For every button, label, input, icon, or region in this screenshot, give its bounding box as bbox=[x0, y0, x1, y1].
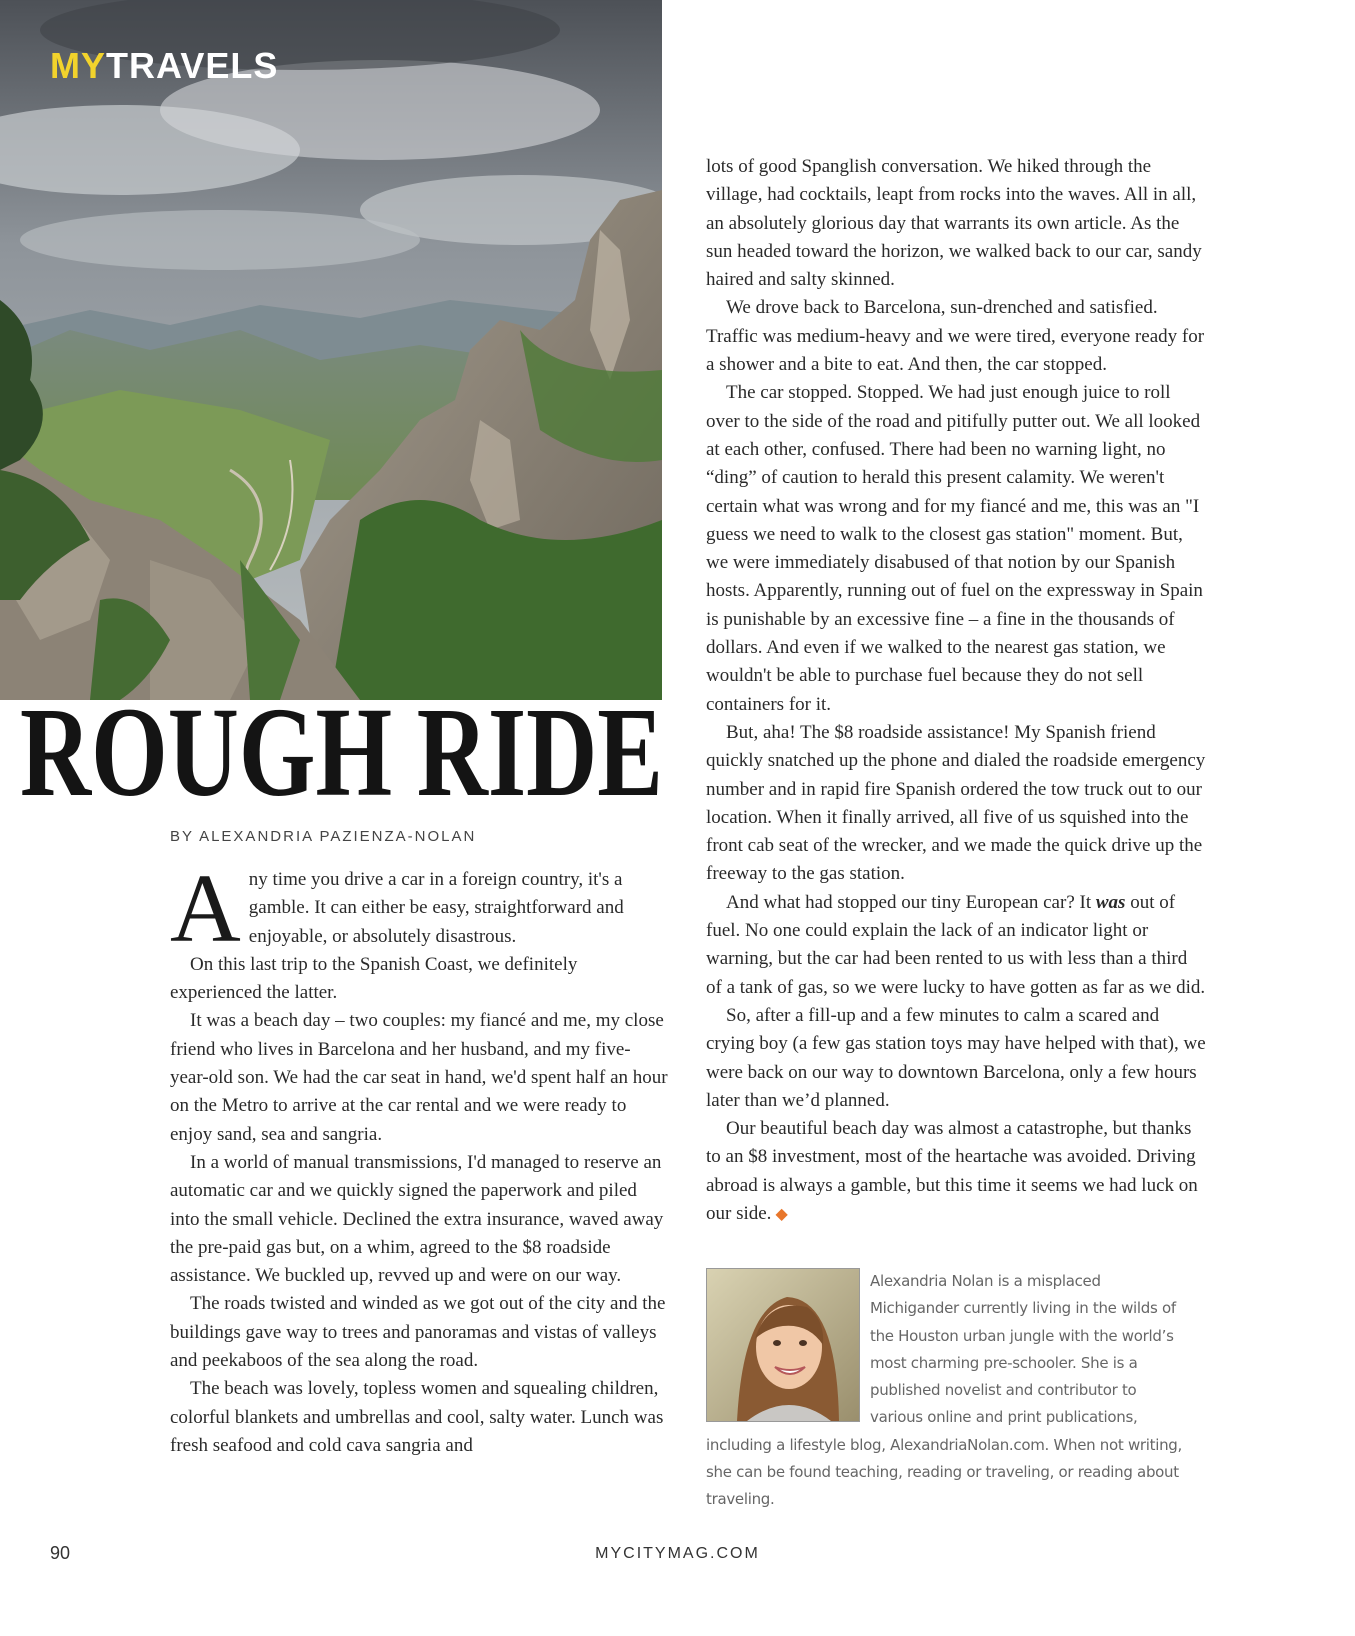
section-label-my: MY bbox=[50, 45, 106, 86]
article-column-left bbox=[170, 855, 668, 1460]
hero-photo bbox=[0, 0, 662, 700]
article-paragraph: We drove back to Barcelona, sun-drenched and satisfied. Traffic was medium-heavy and we were tired, everyone ready for a shower and a bite to eat. And then, the car stopped. bbox=[706, 297, 1205, 376]
site-url: MYCITYMAG.COM bbox=[595, 1545, 760, 1562]
section-label bbox=[50, 45, 279, 86]
paragraph-text: Our beautiful beach day was almost a catastrophe, but thanks to an $8 investment, most of the heartache was avoided. Driving abroad is always a gamble, but this time it seems we had luck on our side. bbox=[706, 1118, 1198, 1224]
article-paragraph: On this last trip to the Spanish Coast, we definitely experienced the latter. bbox=[170, 953, 578, 1004]
paragraph-text: ny time you drive a car in a foreign country, it's a gamble. It can either be easy, straightforward and enjoyable, or absolutely disastrous. bbox=[248, 869, 624, 947]
author-bio-text: Alexandria Nolan is a misplaced Michigander currently living in the wilds of the Houston urban jungle with the world’s most charming pre-schooler. She is a published novelist and contributor to various online and print publications, including a lifestyle blog, AlexandriaNolan.com. When not writing, she can be found teaching, reading or traveling, or reading about traveling. bbox=[706, 1272, 1182, 1509]
headline-text: ROUGH RIDE bbox=[20, 695, 663, 807]
author-portrait-photo bbox=[706, 1268, 860, 1422]
article-paragraph: It was a beach day – two couples: my fiancé and me, my close friend who lives in Barcelona and her husband, and my five-year-old son. We had the car seat in hand, we'd spent half an hour on the Metro to arrive at the car rental and we were ready to enjoy sand, sea and sangria. bbox=[170, 1010, 668, 1145]
article-paragraph: In a world of manual transmissions, I'd managed to reserve an automatic car and we quickly signed the paperwork and piled into the small vehicle. Declined the extra insurance, waved away the pre-paid gas but, on a whim, agreed to the $8 roadside assistance. We buckled up, revved up and were on our way. bbox=[170, 1151, 664, 1287]
paragraph-text: And what had stopped our tiny European car? It bbox=[726, 891, 1096, 913]
article-paragraph: The beach was lovely, topless women and squealing children, colorful blankets and umbrellas and cool, salty water. Lunch was fresh seafood and cold cava sangria and bbox=[170, 1378, 664, 1456]
article-paragraph bbox=[706, 1115, 1206, 1229]
drop-cap: A bbox=[170, 855, 241, 963]
article-paragraph bbox=[170, 855, 668, 963]
paragraph-text: out of fuel. No one could explain the lack of an indicator light or warning, but the car had been rented to us with less than a third of a tank of gas, so we were lucky to have gotten as far as we did. bbox=[706, 891, 1206, 998]
page-number: 90 bbox=[50, 1543, 71, 1563]
section-label-travels: TRAVELS bbox=[106, 45, 279, 86]
headline bbox=[20, 695, 665, 807]
article-paragraph: lots of good Spanglish conversation. We hiked through the village, had cocktails, leapt from rocks into the waves. All in all, an absolutely glorious day that warrants its own article. As the sun headed toward the horizon, we walked back to our car, sandy haired and salty skinned. bbox=[706, 156, 1202, 291]
end-mark-icon: ◆ bbox=[775, 1205, 788, 1223]
article-paragraph: But, aha! The $8 roadside assistance! My Spanish friend quickly snatched up the phone and dialed the roadside emergency number and in rapid fire Spanish ordered the tow truck out to our location. When it finally arrived, all five of us squished into the front cab seat of the wrecker, and we made the quick drive up the freeway to the gas station. bbox=[706, 721, 1206, 885]
article-column-right bbox=[706, 153, 1206, 1229]
emphasis: was bbox=[1095, 891, 1126, 913]
article-paragraph bbox=[706, 889, 1206, 1002]
article-paragraph: The roads twisted and winded as we got out of the city and the buildings gave way to trees and panoramas and vistas of valleys and peekaboos of the sea along the road. bbox=[170, 1293, 666, 1372]
article-paragraph: The car stopped. Stopped. We had just enough juice to roll over to the side of the road and pitifully putter out. We all looked at each other, confused. There had been no warning light, no “ding” of caution to herald this present calamity. We weren't certain what was wrong and for my fiancé and me, this was an "I guess we need to walk to the closest gas station" moment. But, we were immediately disabused of that notion by our Spanish hosts. Apparently, running out of fuel on the expressway in Spain is punishable by an excessive fine – a fine in the thousands of dollars. And even if we walked to the nearest gas station, we wouldn't be able to purchase fuel because they do not sell containers for it. bbox=[706, 382, 1203, 715]
mountain-landscape-photo bbox=[0, 0, 662, 700]
author-bio bbox=[706, 1268, 1186, 1514]
article-paragraph: So, after a fill-up and a few minutes to calm a scared and crying boy (a few gas station toys may have helped with that), we were back on our way to downtown Barcelona, only a few hours later than we’d planned. bbox=[706, 1004, 1206, 1111]
byline: BY ALEXANDRIA PAZIENZA-NOLAN bbox=[170, 828, 477, 845]
